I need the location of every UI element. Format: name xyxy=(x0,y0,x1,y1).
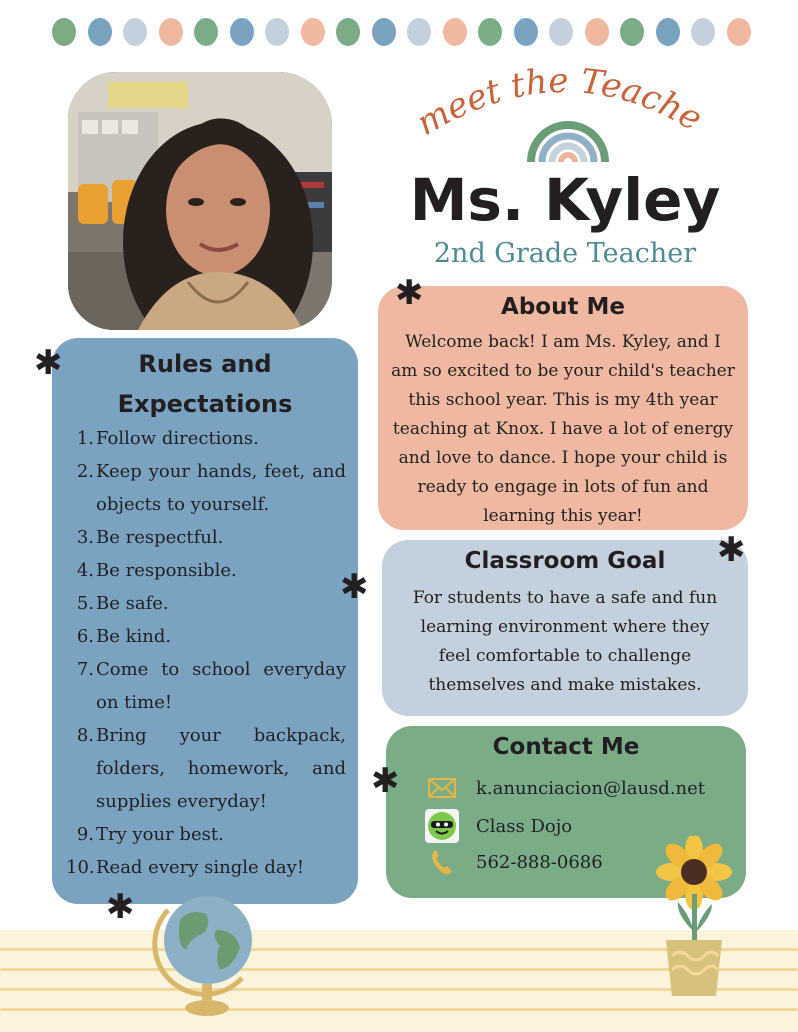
decorative-dot xyxy=(159,18,183,46)
contact-email[interactable]: k.anunciacion@lausd.net xyxy=(476,777,706,799)
meet-the-teacher-path: eet the Teache xyxy=(439,60,710,140)
globe-icon xyxy=(150,890,260,1020)
rule-text: Be kind. xyxy=(96,626,172,647)
decorative-dot xyxy=(514,18,538,46)
decorative-dot xyxy=(691,18,715,46)
decorative-dot xyxy=(194,18,218,46)
about-line: learning this year! xyxy=(483,506,643,526)
contact-phone-row[interactable] xyxy=(424,844,603,880)
about-line: Welcome back! I am Ms. Kyley, and I xyxy=(405,332,721,352)
asterisk-icon: ✱ xyxy=(371,761,400,801)
teacher-name: Ms. Kyley xyxy=(409,166,721,234)
rule-number: 10. xyxy=(66,857,95,878)
decorative-dot xyxy=(620,18,644,46)
teacher-role: 2nd Grade Teacher xyxy=(433,238,697,269)
rule-number: 4. xyxy=(76,560,94,581)
rules-title-line: Expectations xyxy=(117,390,293,418)
rule-text: Read every single day! xyxy=(96,857,305,878)
decorative-dot-row xyxy=(52,18,752,48)
decorative-dot xyxy=(301,18,325,46)
goal-line: For students to have a safe and fun xyxy=(412,588,718,608)
rule-text: Try your best. xyxy=(96,824,224,845)
decorative-dot xyxy=(478,18,502,46)
decorative-dot xyxy=(549,18,573,46)
asterisk-icon: ✱ xyxy=(34,343,63,383)
decorative-dot xyxy=(656,18,680,46)
classroom-goal-card xyxy=(382,540,748,716)
sunflower-icon xyxy=(650,836,740,1002)
contact-app[interactable]: Class Dojo xyxy=(476,815,573,837)
rules-list xyxy=(66,422,346,884)
mail-icon xyxy=(424,770,460,806)
rainbow-icon xyxy=(525,108,611,164)
rule-item xyxy=(66,818,346,851)
rule-number: 8. xyxy=(76,725,94,746)
about-line: and love to dance. I hope your child is xyxy=(398,448,728,468)
classroom-goal-title: Classroom Goal xyxy=(464,548,666,574)
about-line: this school year. This is my 4th year xyxy=(408,390,718,410)
about-line: am so excited to be your child's teacher xyxy=(391,361,735,381)
class-dojo-icon xyxy=(424,808,460,844)
rule-text: Be respectful. xyxy=(96,527,224,548)
rule-item xyxy=(66,653,346,719)
rule-item xyxy=(66,587,346,620)
decorative-dot xyxy=(336,18,360,46)
about-line: ready to engage in lots of fun and xyxy=(417,477,709,497)
rule-number: 5. xyxy=(76,593,94,614)
contact-email-row[interactable] xyxy=(424,770,705,806)
rule-number: 2. xyxy=(76,461,94,482)
rule-number: 1. xyxy=(76,428,94,449)
decorative-dot xyxy=(727,18,751,46)
rule-item xyxy=(66,620,346,653)
rule-item xyxy=(66,455,346,521)
rule-text: Be safe. xyxy=(96,593,169,614)
rule-item xyxy=(66,422,346,455)
goal-line: feel comfortable to challenge xyxy=(438,646,692,666)
rule-text: Keep your hands, feet, and objects to yourself. xyxy=(96,461,346,515)
asterisk-icon: ✱ xyxy=(340,567,369,607)
contact-app-row[interactable] xyxy=(424,808,572,844)
decorative-dot xyxy=(372,18,396,46)
rule-item xyxy=(66,851,346,884)
rule-item xyxy=(66,521,346,554)
rule-text: Be responsible. xyxy=(96,560,237,581)
teacher-photo xyxy=(68,72,332,330)
phone-icon xyxy=(424,844,460,880)
about-line: teaching at Knox. I have a lot of energy xyxy=(392,419,734,439)
rule-number: 7. xyxy=(76,659,94,680)
about-me-card xyxy=(378,286,748,530)
decorative-dot xyxy=(88,18,112,46)
asterisk-icon: ✱ xyxy=(106,887,135,927)
decorative-dot xyxy=(443,18,467,46)
asterisk-icon: ✱ xyxy=(395,273,424,313)
goal-line: themselves and make mistakes. xyxy=(428,675,702,695)
rule-number: 3. xyxy=(76,527,94,548)
decorative-dot xyxy=(407,18,431,46)
decorative-dot xyxy=(585,18,609,46)
classroom-goal-text xyxy=(382,584,748,700)
about-me-text xyxy=(378,328,748,531)
decorative-dot xyxy=(230,18,254,46)
rule-text: Come to school everyday on time! xyxy=(96,659,346,713)
rule-number: 6. xyxy=(76,626,94,647)
floor-stripe xyxy=(0,1008,798,1011)
rules-card xyxy=(52,338,358,904)
contact-phone[interactable]: 562-888-0686 xyxy=(476,851,603,873)
rules-title xyxy=(52,344,358,424)
about-me-title: About Me xyxy=(501,294,625,320)
goal-line: learning environment where they xyxy=(420,617,710,637)
contact-me-title: Contact Me xyxy=(492,734,640,760)
decorative-dot xyxy=(123,18,147,46)
rule-number: 9. xyxy=(76,824,94,845)
rules-title-line: Rules and xyxy=(138,350,272,378)
rule-text: Bring your backpack, folders, homework, and supplies everyday! xyxy=(96,725,346,812)
rule-text: Follow directions. xyxy=(96,428,259,449)
asterisk-icon: ✱ xyxy=(717,530,746,570)
decorative-dot xyxy=(52,18,76,46)
decorative-dot xyxy=(265,18,289,46)
rule-item xyxy=(66,554,346,587)
rule-item xyxy=(66,719,346,818)
